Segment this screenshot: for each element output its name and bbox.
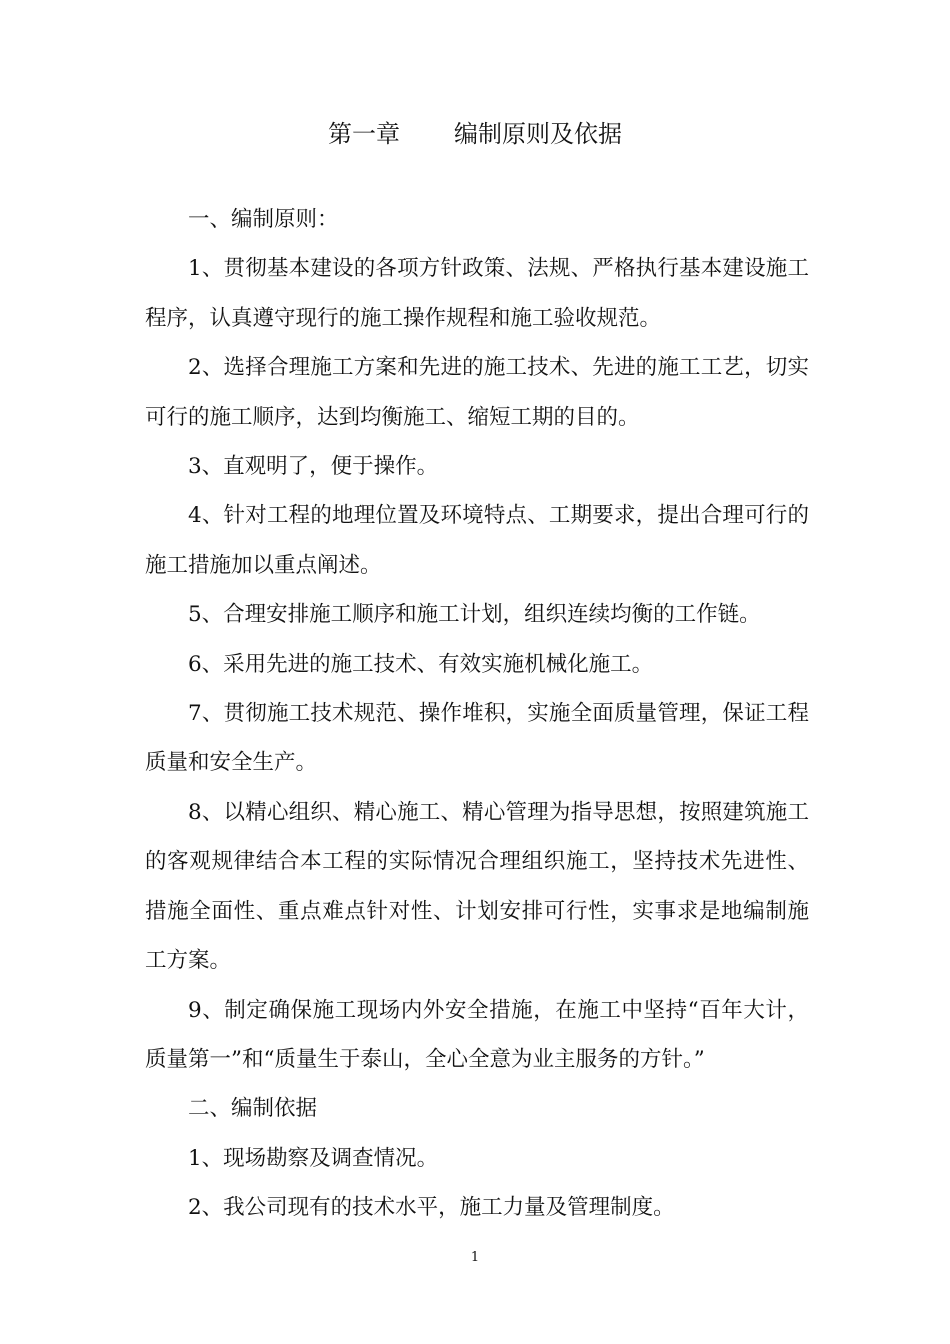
chapter-number: 第一章 [328,120,400,148]
principle-item-1: 1、贯彻基本建设的各项方针政策、法规、严格执行基本建设施工程序，认真遵守现行的施工操作规程和施工验收规范。 [145,256,809,331]
body-text [145,195,809,1233]
chapter-title [0,116,950,152]
principle-item-6: 6、采用先进的施工技术、有效实施机械化施工。 [188,651,654,677]
basis-item-1: 1、现场勘察及调查情况。 [188,1145,439,1171]
principle-item-9: 9、制定确保施工现场内外安全措施，在施工中坚持“百年大计，质量第一”和“质量生于泰山，全心全意为业主服务的方针。” [145,997,809,1072]
page-number: 1 [470,1250,480,1265]
principle-item-7: 7、贯彻施工技术规范、操作堆积，实施全面质量管理，保证工程质量和安全生产。 [145,701,809,776]
basis-item-2: 2、我公司现有的技术水平，施工力量及管理制度。 [188,1195,675,1221]
principle-item-3: 3、直观明了，便于操作。 [188,454,439,480]
principle-item-5: 5、合理安排施工顺序和施工计划，组织连续均衡的工作链。 [188,602,761,628]
section-heading-principles: 一、编制原则： [188,207,339,232]
principle-item-2: 2、选择合理施工方案和先进的施工技术、先进的施工工艺，切实可行的施工顺序，达到均衡施工、缩短工期的目的。 [145,355,809,430]
chapter-heading: 编制原则及依据 [454,120,622,148]
section-heading-basis: 二、编制依据 [188,1096,318,1122]
principle-item-4: 4、针对工程的地理位置及环境特点、工期要求，提出合理可行的施工措施加以重点阐述。 [145,503,809,578]
principle-item-8: 8、以精心组织、精心施工、精心管理为指导思想，按照建筑施工的客观规律结合本工程的实际情况合理组织施工，坚持技术先进性、措施全面性、重点难点针对性、计划安排可行性，实事求是地编制施工方案。 [145,799,809,974]
